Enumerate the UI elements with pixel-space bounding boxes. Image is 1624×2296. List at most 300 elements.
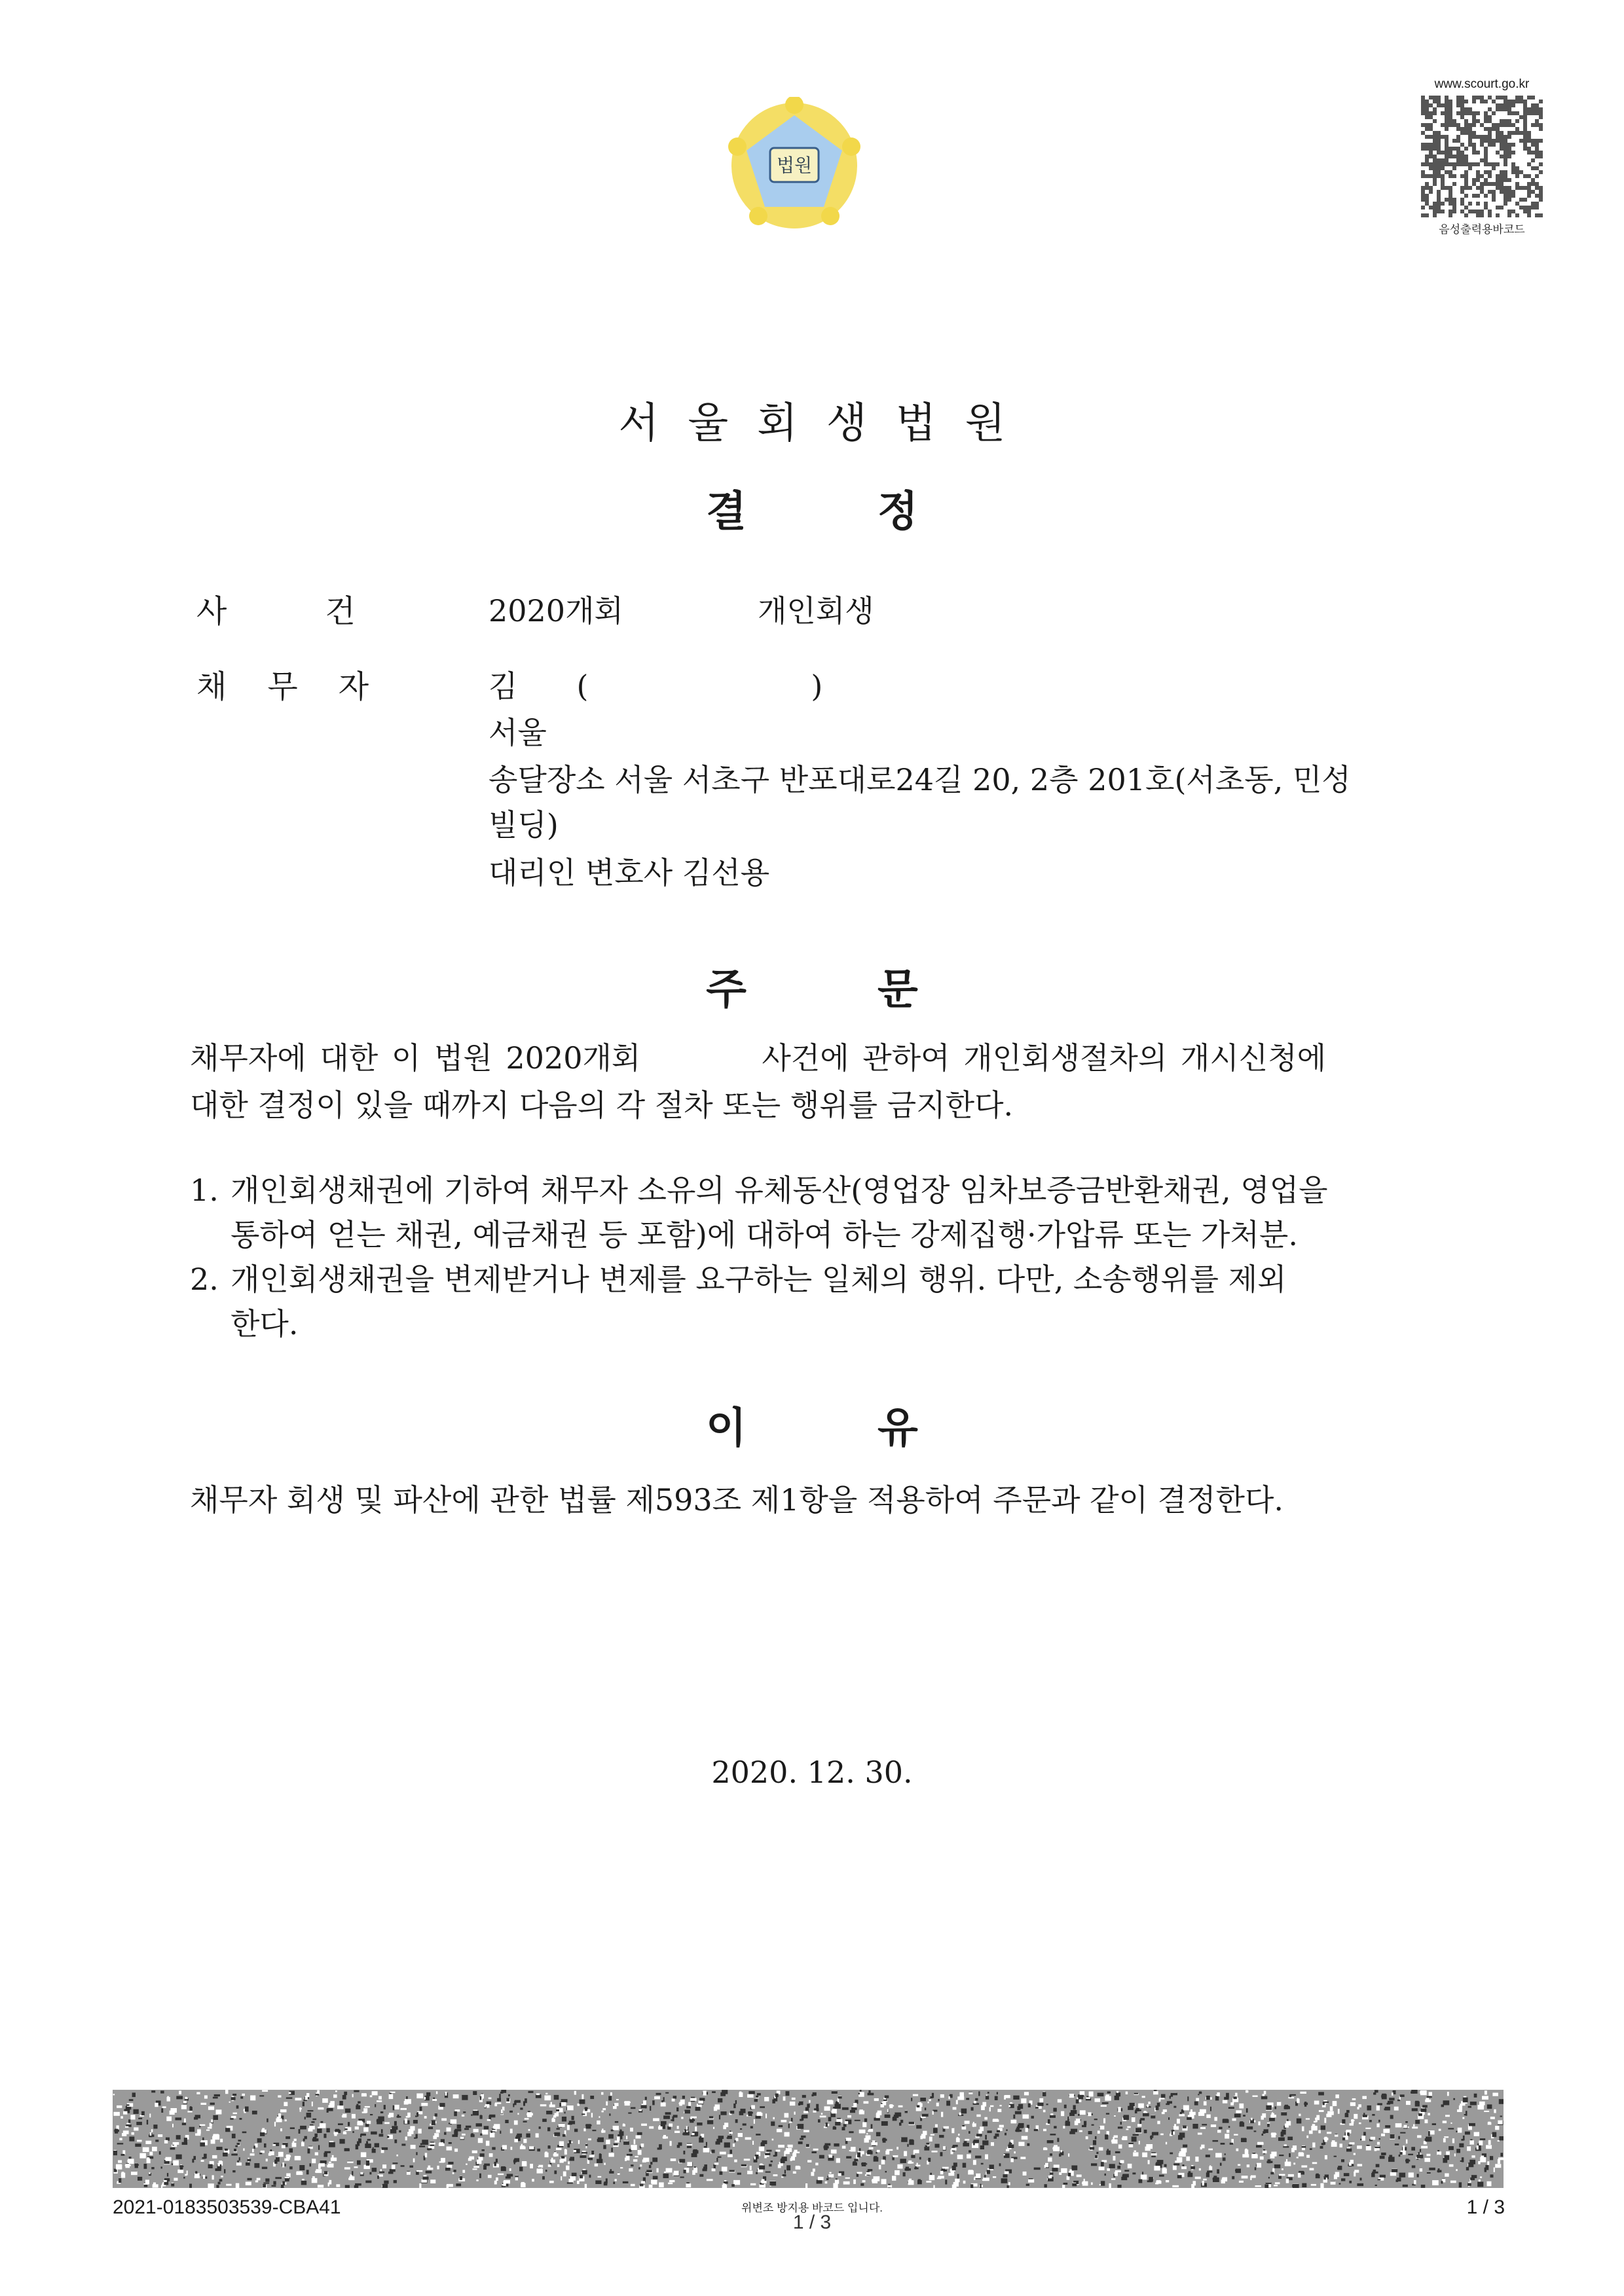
barcode-speckle xyxy=(1485,2090,1487,2094)
barcode-speckle xyxy=(1006,2149,1009,2152)
qr-module xyxy=(1456,135,1460,139)
barcode-speckle xyxy=(1023,2115,1029,2119)
qr-module xyxy=(1519,170,1523,174)
barcode-speckle xyxy=(214,2094,220,2096)
barcode-speckle xyxy=(1077,2175,1082,2178)
qr-module xyxy=(1531,103,1535,107)
decision-date: 2020. 12. 30. xyxy=(711,1755,913,1790)
barcode-speckle xyxy=(231,2154,238,2156)
order-item-1-line1: 개인회생채권에 기하여 채무자 소유의 유체동산(영업장 임차보증금반환채권, 영업을 xyxy=(231,1173,1328,1208)
qr-module xyxy=(1484,115,1488,119)
barcode-speckle xyxy=(1443,2121,1447,2123)
barcode-speckle xyxy=(864,2119,867,2123)
barcode-speckle xyxy=(713,2127,714,2129)
barcode-speckle xyxy=(1230,2102,1234,2105)
barcode-speckle xyxy=(1199,2168,1201,2171)
order-intro-part2: 사건에 관하여 개인회생절차의 개시신청에 xyxy=(762,1040,1327,1076)
barcode-speckle xyxy=(337,2105,344,2109)
qr-module xyxy=(1468,143,1472,147)
barcode-speckle xyxy=(195,2172,197,2174)
barcode-speckle xyxy=(437,2166,439,2170)
barcode-speckle xyxy=(1321,2143,1325,2145)
barcode-speckle xyxy=(1148,2102,1150,2104)
qr-module xyxy=(1535,174,1539,178)
qr-module xyxy=(1464,119,1468,123)
barcode-speckle xyxy=(407,2113,411,2117)
barcode-speckle xyxy=(997,2109,1001,2112)
barcode-speckle xyxy=(1400,2094,1405,2097)
qr-module xyxy=(1449,198,1452,202)
barcode-speckle xyxy=(345,2185,350,2189)
barcode-speckle xyxy=(500,2131,501,2134)
barcode-speckle xyxy=(528,2091,534,2093)
qr-module xyxy=(1441,135,1445,139)
barcode-speckle xyxy=(598,2138,604,2142)
barcode-speckle xyxy=(784,2170,786,2174)
barcode-speckle xyxy=(838,2096,842,2099)
barcode-speckle xyxy=(1426,2154,1430,2157)
barcode-speckle xyxy=(1312,2143,1315,2148)
barcode-speckle xyxy=(640,2184,643,2187)
barcode-speckle xyxy=(1202,2181,1204,2185)
barcode-speckle xyxy=(1095,2136,1097,2140)
barcode-speckle xyxy=(514,2101,517,2105)
barcode-speckle xyxy=(650,2106,651,2111)
barcode-speckle xyxy=(1389,2155,1392,2158)
qr-module xyxy=(1507,190,1511,194)
qr-module xyxy=(1476,119,1480,123)
qr-module xyxy=(1523,131,1527,135)
barcode-speckle xyxy=(1225,2134,1229,2138)
barcode-speckle xyxy=(212,2155,217,2159)
barcode-speckle xyxy=(626,2136,627,2139)
barcode-speckle xyxy=(599,2153,600,2157)
barcode-speckle xyxy=(119,2138,122,2141)
barcode-speckle xyxy=(981,2163,984,2165)
barcode-speckle xyxy=(1246,2090,1248,2092)
barcode-speckle xyxy=(1400,2152,1403,2155)
barcode-speckle xyxy=(1067,2117,1069,2122)
barcode-speckle xyxy=(216,2147,222,2150)
barcode-speckle xyxy=(1417,2135,1422,2138)
barcode-speckle xyxy=(236,2143,240,2145)
barcode-speckle xyxy=(126,2164,130,2168)
qr-module xyxy=(1480,139,1484,143)
qr-module xyxy=(1449,170,1452,174)
barcode-speckle xyxy=(1061,2111,1064,2117)
barcode-speckle xyxy=(1206,2115,1211,2119)
barcode-speckle xyxy=(483,2165,487,2170)
barcode-speckle xyxy=(974,2177,980,2178)
barcode-speckle xyxy=(971,2107,974,2111)
qr-module xyxy=(1429,143,1433,147)
barcode-speckle xyxy=(1412,2126,1418,2128)
qr-module xyxy=(1504,96,1507,100)
barcode-speckle xyxy=(802,2115,807,2119)
qr-module xyxy=(1476,162,1480,166)
barcode-speckle xyxy=(1454,2153,1456,2156)
barcode-speckle xyxy=(1450,2181,1456,2183)
barcode-speckle xyxy=(803,2130,809,2132)
barcode-speckle xyxy=(405,2137,407,2141)
barcode-speckle xyxy=(1144,2130,1147,2133)
qr-module xyxy=(1433,135,1437,139)
barcode-speckle xyxy=(1450,2123,1452,2124)
qr-module xyxy=(1531,96,1535,100)
qr-module xyxy=(1535,182,1539,186)
barcode-speckle xyxy=(1492,2132,1497,2138)
qr-module xyxy=(1535,139,1539,143)
barcode-speckle xyxy=(937,2178,942,2179)
barcode-speckle xyxy=(262,2128,265,2130)
barcode-speckle xyxy=(1122,2136,1128,2140)
barcode-speckle xyxy=(871,2124,873,2129)
barcode-speckle xyxy=(320,2123,326,2128)
barcode-speckle xyxy=(246,2182,251,2185)
qr-module xyxy=(1456,162,1460,166)
qr-module xyxy=(1452,155,1456,158)
barcode-speckle xyxy=(798,2141,803,2144)
barcode-speckle xyxy=(820,2116,826,2118)
barcode-speckle xyxy=(1135,2128,1141,2132)
qr-module xyxy=(1484,147,1488,151)
barcode-speckle xyxy=(263,2183,269,2184)
qr-module xyxy=(1484,162,1488,166)
qr-module xyxy=(1511,111,1515,115)
barcode-speckle xyxy=(1161,2094,1166,2098)
barcode-speckle xyxy=(868,2150,872,2152)
barcode-speckle xyxy=(750,2126,753,2128)
barcode-speckle xyxy=(1050,2153,1052,2156)
barcode-speckle xyxy=(274,2122,276,2126)
barcode-speckle xyxy=(1301,2165,1307,2167)
barcode-speckle xyxy=(548,2145,551,2149)
barcode-speckle xyxy=(1459,2105,1462,2110)
barcode-speckle xyxy=(382,2184,388,2188)
barcode-speckle xyxy=(684,2129,686,2133)
qr-module xyxy=(1539,100,1543,103)
barcode-speckle xyxy=(257,2178,261,2181)
barcode-speckle xyxy=(561,2156,564,2159)
barcode-speckle xyxy=(292,2143,297,2147)
qr-module xyxy=(1449,174,1452,178)
barcode-speckle xyxy=(1338,2109,1340,2114)
qr-module xyxy=(1539,127,1543,131)
barcode-speckle xyxy=(965,2139,969,2141)
barcode-speckle xyxy=(397,2115,399,2118)
barcode-speckle xyxy=(269,2151,274,2155)
qr-module xyxy=(1421,174,1425,178)
qr-module xyxy=(1527,151,1531,155)
barcode-speckle xyxy=(639,2109,642,2111)
barcode-speckle xyxy=(845,2121,848,2124)
barcode-speckle xyxy=(1128,2164,1132,2168)
barcode-speckle xyxy=(1459,2143,1464,2147)
barcode-speckle xyxy=(308,2128,312,2132)
qr-module xyxy=(1484,170,1488,174)
barcode-speckle xyxy=(563,2172,566,2177)
barcode-speckle xyxy=(1166,2104,1170,2105)
qr-module xyxy=(1523,111,1527,115)
qr-module xyxy=(1445,111,1449,115)
debtor-label: 채무자 xyxy=(196,668,410,705)
barcode-speckle xyxy=(1471,2175,1477,2178)
barcode-speckle xyxy=(361,2152,366,2157)
barcode-speckle xyxy=(1075,2121,1079,2125)
barcode-speckle xyxy=(264,2143,267,2147)
barcode-speckle xyxy=(744,2159,750,2160)
barcode-speckle xyxy=(555,2113,559,2117)
barcode-speckle xyxy=(687,2144,693,2146)
qr-module xyxy=(1504,202,1507,206)
barcode-speckle xyxy=(1310,2168,1314,2171)
barcode-speckle xyxy=(991,2142,994,2146)
barcode-speckle xyxy=(490,2130,492,2133)
barcode-speckle xyxy=(509,2111,513,2113)
barcode-speckle xyxy=(1170,2096,1171,2099)
barcode-speckle xyxy=(508,2094,510,2096)
barcode-speckle xyxy=(1456,2149,1460,2153)
qr-module xyxy=(1464,194,1468,198)
qr-module xyxy=(1421,190,1425,194)
qr-module xyxy=(1531,111,1535,115)
barcode-speckle xyxy=(1018,2123,1024,2128)
barcode-speckle xyxy=(343,2132,346,2134)
barcode-speckle xyxy=(1090,2147,1094,2149)
barcode-speckle xyxy=(1111,2178,1115,2179)
barcode-speckle xyxy=(145,2179,149,2184)
qr-module xyxy=(1523,206,1527,210)
barcode-speckle xyxy=(161,2166,162,2168)
barcode-speckle xyxy=(344,2148,350,2151)
barcode-speckle xyxy=(661,2121,667,2124)
qr-code xyxy=(1421,96,1543,217)
barcode-speckle xyxy=(1311,2184,1316,2186)
barcode-speckle xyxy=(1173,2163,1179,2165)
barcode-speckle xyxy=(926,2181,931,2183)
barcode-speckle xyxy=(1444,2136,1449,2138)
barcode-speckle xyxy=(853,2161,856,2163)
qr-module xyxy=(1515,127,1519,131)
barcode-speckle xyxy=(1255,2185,1262,2187)
barcode-speckle xyxy=(1213,2140,1219,2142)
barcode-speckle xyxy=(836,2102,839,2105)
qr-module xyxy=(1456,127,1460,131)
barcode-speckle xyxy=(1086,2136,1088,2139)
barcode-speckle xyxy=(826,2178,829,2180)
barcode-speckle xyxy=(1452,2138,1454,2143)
barcode-speckle xyxy=(756,2172,758,2174)
barcode-speckle xyxy=(466,2126,471,2128)
barcode-speckle xyxy=(1421,2185,1426,2188)
barcode-speckle xyxy=(308,2149,310,2154)
barcode-speckle xyxy=(424,2097,426,2100)
qr-module xyxy=(1421,96,1425,100)
barcode-speckle xyxy=(900,2159,906,2163)
barcode-speckle xyxy=(1492,2093,1498,2096)
qr-module xyxy=(1531,206,1535,210)
barcode-speckle xyxy=(982,2140,988,2145)
qr-module xyxy=(1496,182,1500,186)
barcode-speckle xyxy=(184,2119,186,2123)
barcode-speckle xyxy=(316,2094,320,2096)
barcode-speckle xyxy=(860,2183,864,2186)
barcode-speckle xyxy=(816,2104,819,2109)
qr-module xyxy=(1421,100,1425,103)
qr-module xyxy=(1425,182,1429,186)
barcode-speckle xyxy=(974,2101,976,2104)
barcode-speckle xyxy=(877,2150,880,2153)
barcode-speckle xyxy=(987,2170,990,2174)
barcode-speckle xyxy=(1427,2096,1432,2098)
barcode-speckle xyxy=(167,2173,168,2176)
qr-module xyxy=(1460,96,1464,100)
barcode-speckle xyxy=(329,2162,331,2163)
barcode-speckle xyxy=(693,2168,697,2173)
barcode-speckle xyxy=(384,2122,390,2124)
barcode-speckle xyxy=(833,2107,840,2108)
barcode-speckle xyxy=(787,2145,792,2148)
barcode-speckle xyxy=(818,2119,821,2123)
barcode-speckle xyxy=(365,2181,371,2183)
barcode-speckle xyxy=(1490,2156,1493,2160)
qr-module xyxy=(1523,174,1527,178)
barcode-speckle xyxy=(413,2159,415,2162)
barcode-speckle xyxy=(208,2183,213,2188)
barcode-speckle xyxy=(791,2118,793,2122)
barcode-speckle xyxy=(1236,2149,1239,2151)
barcode-speckle xyxy=(1086,2097,1090,2099)
qr-module xyxy=(1531,182,1535,186)
order-item-2-line2: 한다. xyxy=(231,1306,299,1341)
barcode-speckle xyxy=(1349,2181,1352,2183)
qr-module xyxy=(1445,158,1449,162)
barcode-speckle xyxy=(1123,2116,1125,2119)
qr-module xyxy=(1511,100,1515,103)
barcode-speckle xyxy=(208,2127,212,2129)
barcode-speckle xyxy=(356,2104,358,2105)
barcode-speckle xyxy=(646,2170,652,2172)
barcode-speckle xyxy=(813,2149,819,2151)
barcode-speckle xyxy=(715,2104,720,2109)
barcode-speckle xyxy=(1379,2138,1380,2140)
barcode-speckle xyxy=(862,2180,866,2182)
barcode-speckle xyxy=(819,2155,824,2159)
qr-module xyxy=(1421,131,1425,135)
barcode-speckle xyxy=(1067,2176,1070,2180)
qr-module xyxy=(1449,194,1452,198)
barcode-speckle xyxy=(962,2125,965,2126)
barcode-speckle xyxy=(835,2122,840,2126)
barcode-speckle xyxy=(488,2175,492,2178)
qr-module xyxy=(1523,119,1527,123)
barcode-speckle xyxy=(1101,2181,1105,2185)
barcode-speckle xyxy=(1059,2153,1061,2157)
barcode-speckle xyxy=(1214,2117,1217,2121)
barcode-speckle xyxy=(929,2099,931,2101)
qr-module xyxy=(1496,103,1500,107)
barcode-speckle xyxy=(134,2127,138,2130)
barcode-speckle xyxy=(1300,2092,1306,2094)
barcode-speckle xyxy=(798,2124,804,2129)
barcode-speckle xyxy=(344,2128,347,2130)
barcode-speckle xyxy=(225,2149,228,2151)
barcode-speckle xyxy=(985,2135,987,2140)
barcode-speckle xyxy=(1003,2154,1005,2155)
barcode-speckle xyxy=(961,2109,967,2114)
barcode-speckle xyxy=(248,2159,251,2162)
barcode-speckle xyxy=(401,2165,405,2167)
barcode-speckle xyxy=(1196,2098,1199,2102)
barcode-speckle xyxy=(585,2107,587,2111)
barcode-speckle xyxy=(614,2143,618,2145)
barcode-speckle xyxy=(1152,2132,1154,2136)
barcode-speckle xyxy=(1048,2157,1052,2162)
barcode-speckle xyxy=(1443,2138,1446,2142)
qr-module xyxy=(1421,107,1425,111)
barcode-speckle xyxy=(659,2182,664,2187)
barcode-speckle xyxy=(559,2124,565,2127)
barcode-speckle xyxy=(394,2180,397,2183)
barcode-speckle xyxy=(614,2103,618,2106)
barcode-speckle xyxy=(1468,2106,1471,2108)
barcode-speckle xyxy=(920,2098,926,2102)
qr-module xyxy=(1496,174,1500,178)
barcode-speckle xyxy=(494,2181,497,2185)
barcode-speckle xyxy=(210,2123,212,2127)
barcode-speckle xyxy=(340,2139,345,2143)
qr-module xyxy=(1460,100,1464,103)
barcode-speckle xyxy=(1082,2125,1086,2127)
qr-module xyxy=(1535,186,1539,190)
barcode-speckle xyxy=(1117,2166,1120,2169)
barcode-speckle xyxy=(1031,2116,1034,2119)
qr-module xyxy=(1449,210,1452,213)
barcode-speckle xyxy=(115,2129,118,2134)
barcode-speckle xyxy=(766,2172,771,2173)
barcode-speckle xyxy=(462,2095,468,2100)
barcode-speckle xyxy=(1376,2123,1379,2127)
barcode-speckle xyxy=(608,2134,614,2139)
barcode-speckle xyxy=(589,2175,591,2178)
barcode-speckle xyxy=(266,2159,268,2161)
barcode-speckle xyxy=(1376,2164,1380,2167)
barcode-speckle xyxy=(933,2185,934,2188)
qr-module xyxy=(1500,178,1504,182)
barcode-speckle xyxy=(1390,2134,1395,2139)
barcode-speckle xyxy=(1137,2124,1141,2126)
barcode-speckle xyxy=(881,2179,887,2184)
qr-module xyxy=(1488,119,1492,123)
barcode-speckle xyxy=(1076,2100,1079,2104)
barcode-speckle xyxy=(1129,2103,1135,2107)
barcode-speckle xyxy=(812,2151,817,2153)
barcode-speckle xyxy=(126,2104,130,2105)
barcode-speckle xyxy=(303,2102,304,2106)
barcode-speckle xyxy=(980,2184,982,2188)
barcode-speckle xyxy=(1107,2092,1111,2094)
qr-module xyxy=(1507,186,1511,190)
barcode-speckle xyxy=(430,2179,435,2183)
qr-module xyxy=(1496,186,1500,190)
qr-module xyxy=(1421,123,1425,127)
qr-module xyxy=(1535,143,1539,147)
barcode-speckle xyxy=(1018,2142,1024,2146)
barcode-speckle xyxy=(569,2140,572,2144)
barcode-speckle xyxy=(1274,2164,1280,2168)
barcode-speckle xyxy=(250,2096,255,2101)
barcode-speckle xyxy=(589,2155,595,2157)
